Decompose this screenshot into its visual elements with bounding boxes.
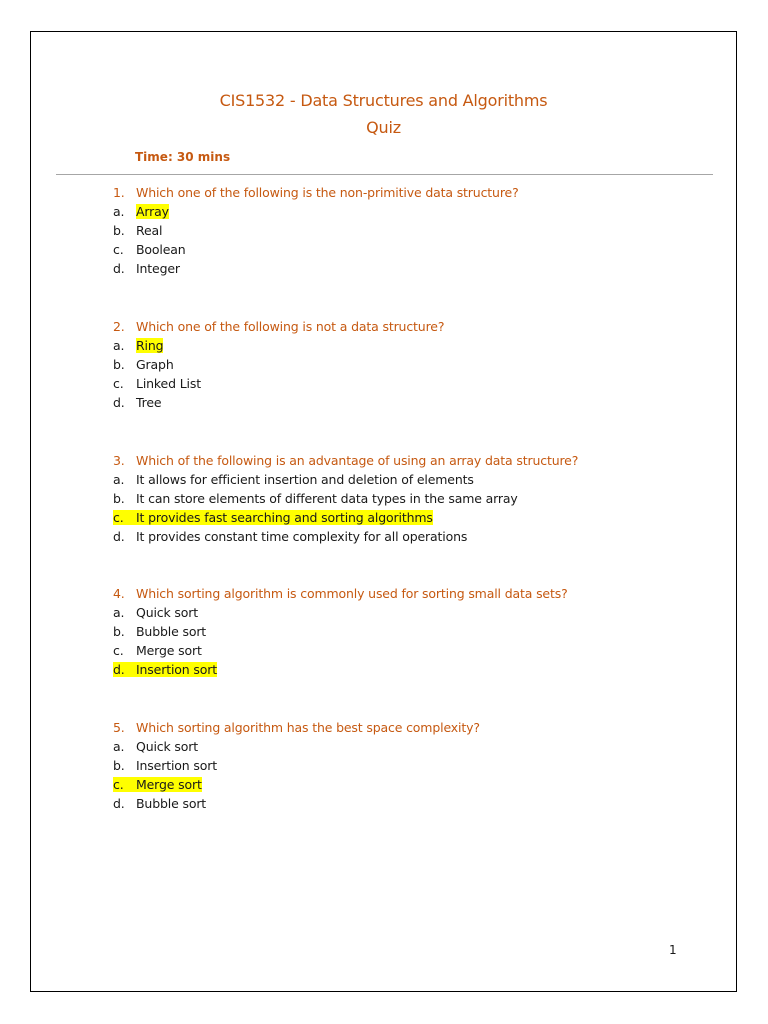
document-page [30, 31, 737, 992]
correct-answer-highlight: Merge sort [136, 777, 202, 792]
correct-answer-highlight: Insertion sort [136, 662, 217, 677]
answer-option [113, 529, 467, 544]
question-text [113, 586, 568, 601]
option-letter: d. [113, 261, 125, 276]
option-text: It can store elements of different data types in the same array [136, 491, 518, 506]
answer-option [113, 261, 180, 276]
question-text [113, 453, 578, 468]
document-subtitle: Quiz [366, 118, 401, 137]
question-number: 5. [113, 720, 125, 735]
option-letter: d. [113, 662, 136, 677]
answer-option [113, 472, 474, 487]
question-prompt: Which one of the following is the non-primitive data structure? [136, 185, 519, 200]
option-letter: a. [113, 605, 125, 620]
option-letter: b. [113, 624, 125, 639]
option-text: Integer [136, 261, 180, 276]
answer-option [113, 395, 161, 410]
option-letter: b. [113, 223, 125, 238]
answer-option [113, 223, 162, 238]
answer-option [113, 242, 186, 257]
option-text: Quick sort [136, 605, 199, 620]
answer-option [113, 758, 217, 773]
header-divider [56, 174, 713, 175]
question-number: 1. [113, 185, 125, 200]
option-letter: c. [113, 242, 124, 257]
option-letter: b. [113, 491, 125, 506]
answer-option [113, 605, 198, 620]
page-number: 1 [669, 943, 677, 957]
question-prompt: Which of the following is an advantage of using an array data structure? [136, 453, 579, 468]
correct-answer-highlight: Array [136, 204, 169, 219]
question-prompt: Which one of the following is not a data structure? [136, 319, 445, 334]
option-letter: b. [113, 357, 125, 372]
question-text [113, 720, 480, 735]
answer-option [113, 662, 217, 677]
option-letter: a. [113, 472, 125, 487]
option-text: Linked List [136, 376, 201, 391]
answer-option [113, 338, 163, 353]
option-letter: c. [113, 777, 136, 792]
option-letter: d. [113, 796, 125, 811]
answer-option [113, 796, 206, 811]
correct-answer-highlight: Ring [136, 338, 164, 353]
option-text: Merge sort [136, 643, 202, 658]
option-letter: c. [113, 643, 124, 658]
answer-option [113, 510, 433, 525]
question-text [113, 185, 519, 200]
time-limit: Time: 30 mins [135, 150, 231, 164]
option-text: Boolean [136, 242, 186, 257]
option-text: Real [136, 223, 163, 238]
option-letter: a. [113, 338, 125, 353]
question-number: 3. [113, 453, 125, 468]
question-prompt: Which sorting algorithm has the best space complexity? [136, 720, 480, 735]
option-text: It allows for efficient insertion and deletion of elements [136, 472, 474, 487]
answer-option [113, 204, 169, 219]
answer-option [113, 739, 198, 754]
question-prompt: Which sorting algorithm is commonly used for sorting small data sets? [136, 586, 568, 601]
option-letter: a. [113, 204, 125, 219]
question-number: 2. [113, 319, 125, 334]
option-letter: b. [113, 758, 125, 773]
question-number: 4. [113, 586, 125, 601]
answer-option [113, 376, 201, 391]
answer-option [113, 491, 518, 506]
option-text: Bubble sort [136, 624, 207, 639]
option-letter: d. [113, 395, 125, 410]
document-title: CIS1532 - Data Structures and Algorithms [219, 91, 548, 110]
answer-option [113, 624, 206, 639]
option-text: Insertion sort [136, 758, 217, 773]
option-text: Tree [136, 395, 162, 410]
option-text: It provides constant time complexity for all operations [136, 529, 468, 544]
option-letter: c. [113, 510, 136, 525]
option-text: Bubble sort [136, 796, 207, 811]
option-letter: a. [113, 739, 125, 754]
option-text: Quick sort [136, 739, 199, 754]
answer-option [113, 357, 174, 372]
answer-option [113, 777, 202, 792]
option-letter: d. [113, 529, 125, 544]
option-letter: c. [113, 376, 124, 391]
correct-answer-highlight: It provides fast searching and sorting algorithms [136, 510, 433, 525]
answer-option [113, 643, 202, 658]
question-text [113, 319, 444, 334]
option-text: Graph [136, 357, 174, 372]
